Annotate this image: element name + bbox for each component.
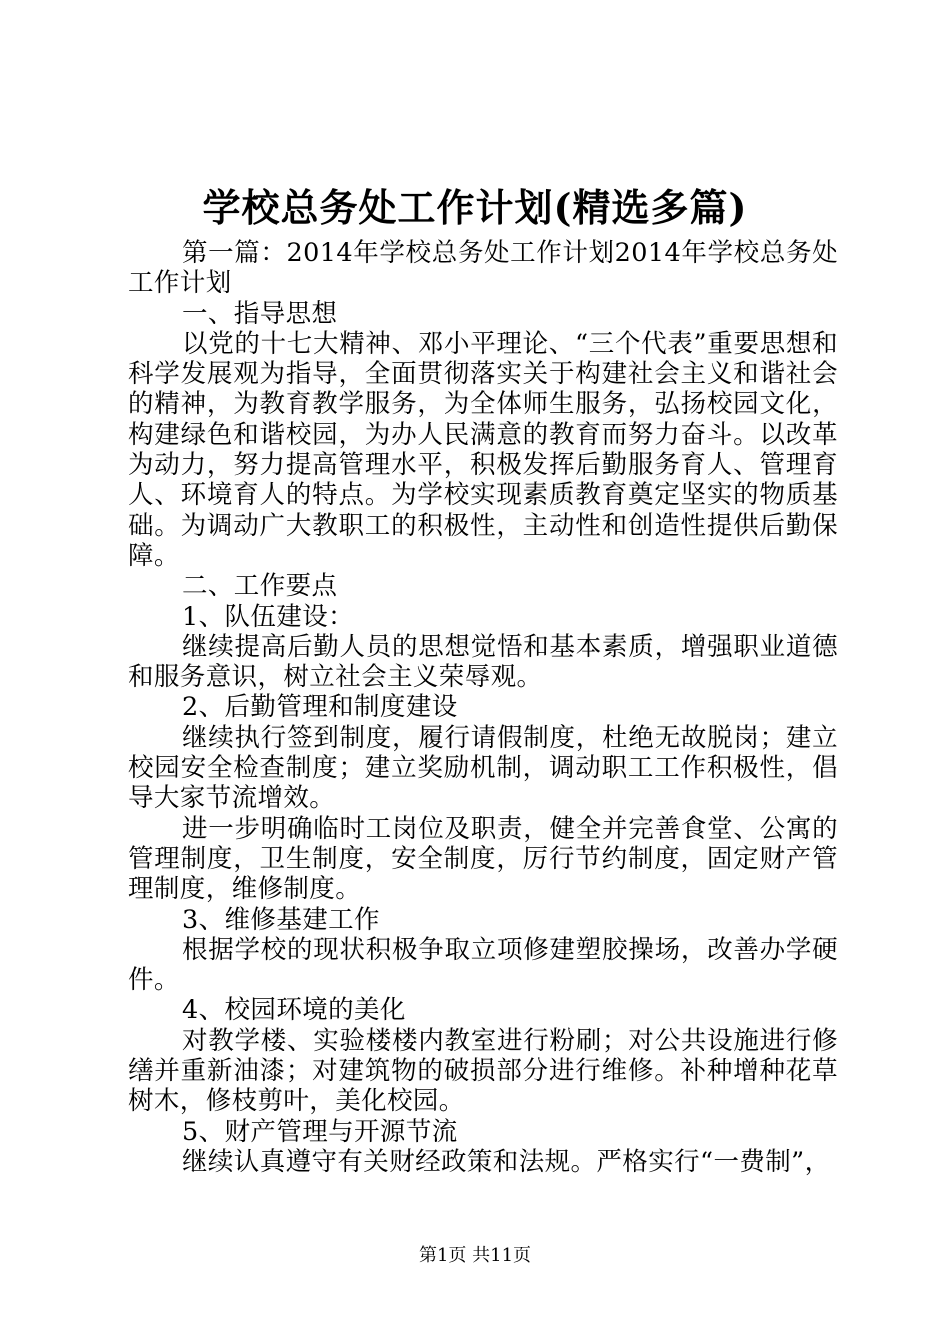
- paragraph: 对教学楼、实验楼楼内教室进行粉刷；对公共设施进行修缮并重新油漆；对建筑物的破损部分进行维修。补种增种花草树木，修枝剪叶，美化校园。: [128, 1025, 838, 1117]
- subsection-heading: 3、维修基建工作: [182, 904, 380, 935]
- paragraph: 以党的十七大精神、邓小平理论、“三个代表”重要思想和科学发展观为指导，全面贯彻落实关于构建社会主义和谐社会的精神，为教育教学服务，为全体师生服务，弘扬校园文化，构建绿色和谐校园，为办人民满意的教育而努力奋斗。以改革为动力，努力提高管理水平，积极发挥后勤服务育人、管理育人、环境育人的特点。为学校实现素质教育奠定坚实的物质基础。为调动广大教职工的积极性，主动性和创造性提供后勤保障。: [128, 328, 838, 571]
- section-heading: 一、指导思想: [182, 298, 338, 329]
- paragraph: 继续提高后勤人员的思想觉悟和基本素质，增强职业道德和服务意识，树立社会主义荣辱观。: [128, 631, 838, 693]
- document-body: [128, 238, 838, 1177]
- page-footer: 第1页 共11页: [418, 1245, 532, 1266]
- document-title: 学校总务处工作计划(精选多篇): [202, 185, 748, 230]
- paragraph: 继续执行签到制度，履行请假制度，杜绝无故脱岗；建立校园安全检查制度；建立奖励机制，调动职工工作积极性，倡导大家节流增效。: [128, 722, 838, 814]
- paragraph: 根据学校的现状积极争取立项修建塑胶操场，改善办学硬件。: [128, 934, 838, 996]
- paragraph: 进一步明确临时工岗位及职责，健全并完善食堂、公寓的管理制度，卫生制度，安全制度，厉行节约制度，固定财产管理制度，维修制度。: [128, 813, 838, 905]
- subsection-heading: 4、校园环境的美化: [182, 995, 406, 1026]
- subsection-heading: 2、后勤管理和制度建设: [182, 692, 458, 723]
- section-heading: 二、工作要点: [182, 571, 338, 602]
- paragraph: 第一篇：2014年学校总务处工作计划2014年学校总务处工作计划: [128, 238, 838, 299]
- subsection-heading: 1、队伍建设：: [182, 601, 355, 632]
- subsection-heading: 5、财产管理与开源节流: [182, 1116, 458, 1147]
- paragraph: 继续认真遵守有关财经政策和法规。严格实行“一费制”，: [182, 1146, 831, 1177]
